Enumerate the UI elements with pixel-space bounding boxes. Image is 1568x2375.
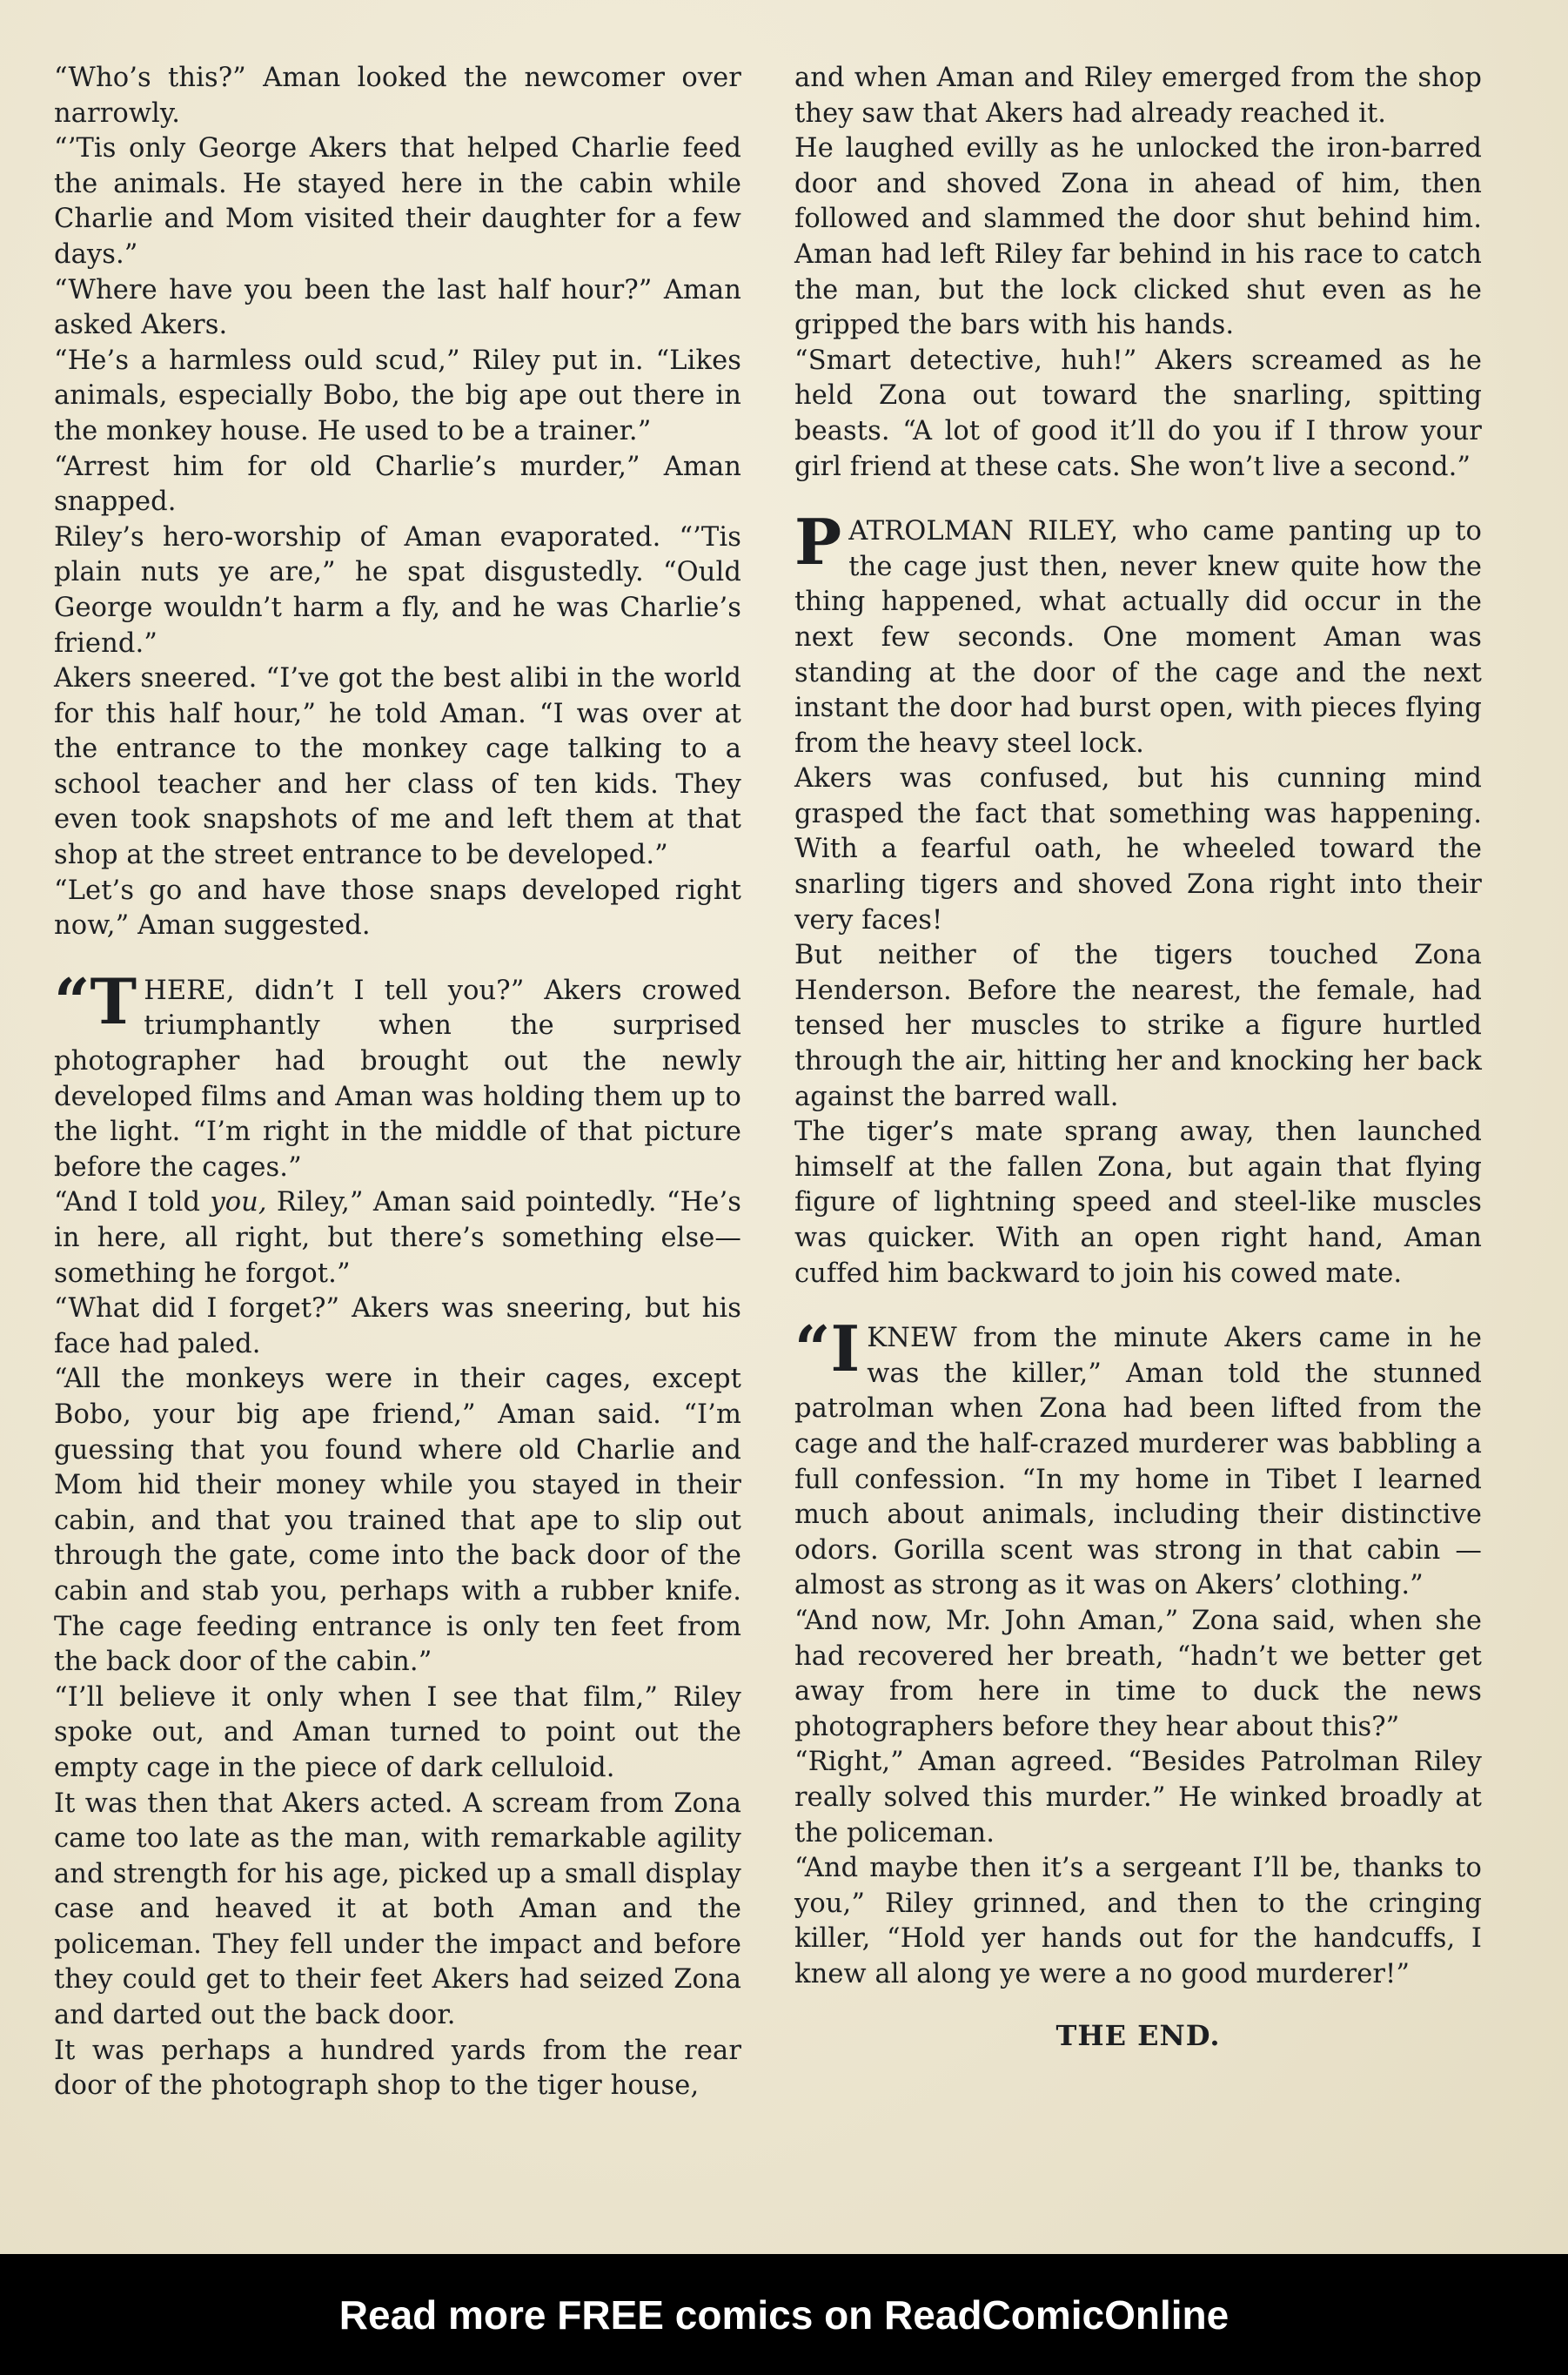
drop-cap: P (794, 505, 842, 580)
paragraph-dropcap (54, 963, 741, 1186)
paragraph: “I’ll believe it only when I see that film,” Riley spoke out, and Aman turned to point out the empty cage in the piece of dark celluloid. (54, 1681, 741, 1783)
paragraph: Akers was confused, but his cunning mind grasped the fact that something was happening. With a fearful oath, he wheeled toward the snarling tigers and shoved Zona right into their very faces! (794, 763, 1482, 936)
paragraph: “Let’s go and have those snaps developed right now,” Aman suggested. (54, 875, 741, 942)
paragraph: “Arrest him for old Charlie’s murder,” Aman snapped. (54, 451, 741, 518)
paragraph-dropcap (794, 1312, 1482, 1604)
paragraph: It was then that Akers acted. A scream from Zona came too late as the man, with remarkable agility and strength for his age, picked up a small display case and heaved it at both Aman and the policeman. They fell under the impact and before they could get to their feet Akers had seized Zona and darted out the back door. (54, 1788, 741, 2031)
the-end-label: THE END. (1055, 2019, 1221, 2053)
footer-banner (0, 2254, 1568, 2375)
paragraph: “Where have you been the last half hour?” Aman asked Akers. (54, 274, 741, 341)
section-break (794, 485, 1482, 514)
paragraph: He laughed evilly as he unlocked the iron-barred door and shoved Zona in ahead of him, then followed and slammed the door shut behind him. Aman had left Riley far behind in his race to catch the man, but the lock clicked shut even as he gripped the bars with his hands. (794, 133, 1482, 341)
paragraph-text: Riley,” Aman said pointedly. “He’s in here, all right, but there’s something else—something he forgot.” (54, 1187, 741, 1289)
paragraph-text: “And I told (54, 1187, 211, 1218)
emphasis: you, (210, 1187, 267, 1218)
paragraph: It was perhaps a hundred yards from the rear door of the photograph shop to the tiger house, (54, 2035, 741, 2102)
section-break (54, 944, 741, 974)
paragraph: “Smart detective, huh!” Akers screamed as he held Zona out toward the snarling, spitting beasts. “A lot of good it’ll do you if I throw your girl friend at these cats. She won’t live a second.” (794, 345, 1482, 482)
paragraph: “What did I forget?” Akers was sneering, but his face had paled. (54, 1293, 741, 1359)
paragraph-dropcap (794, 505, 1482, 761)
paragraph: “And maybe then it’s a sergeant I’ll be, thanks to you,” Riley grinned, and then to the cringing killer, “Hold yer hands out for the handcuffs, I knew all along ye were a no good murderer!” (794, 1853, 1482, 1989)
paragraph: “’Tis only George Akers that helped Charlie feed the animals. He stayed here in the cabin while Charlie and Mom visited their daughter for a few days.” (54, 133, 741, 270)
drop-cap: “T (54, 963, 137, 1038)
read-more-link[interactable]: Read more FREE comics on ReadComicOnline (338, 2291, 1230, 2338)
paragraph: The tiger’s mate sprang away, then launched himself at the fallen Zona, but again that flying figure of lightning speed and steel-like muscles was quicker. With an open right hand, Aman cuffed him backward to join his cowed mate. (794, 1117, 1482, 1289)
drop-cap: “I (794, 1312, 861, 1386)
paragraph: But neither of the tigers touched Zona Henderson. Before the nearest, the female, had tensed her muscles to strike a figure hurtled through the air, hitting her and knocking her back against the barred wall. (794, 940, 1482, 1112)
paragraph: “Who’s this?” Aman looked the newcomer over narrowly. (54, 63, 741, 129)
left-text-column (54, 61, 741, 2104)
paragraph: Riley’s hero-worship of Aman evaporated. “’Tis plain nuts ye are,” he spat disgustedly. “Ould George wouldn’t harm a fly, and he was Charlie’s friend.” (54, 521, 741, 659)
paragraph-text: HERE, didn’t I tell you?” Akers crowed triumphantly when the surprised photographer had brought out the newly developed films and Aman was holding them up to the light. “I’m right in the middle of that picture before the cages.” (54, 975, 741, 1183)
paragraph: “He’s a harmless ould scud,” Riley put in. “Likes animals, especially Bobo, the big ape out there in the monkey house. He used to be a trainer.” (54, 345, 741, 446)
paragraph-text: ATROLMAN RILEY, who came panting up to the cage just then, never knew quite how the thing happened, what actually did occur in the next few seconds. One moment Aman was standing at the door of the cage and the next instant the door had burst open, with pieces flying from the heavy steel lock. (794, 516, 1482, 759)
right-text-column (794, 61, 1482, 2054)
paragraph: and when Aman and Riley emerged from the shop they saw that Akers had already reached it. (794, 63, 1482, 129)
paragraph (54, 1185, 741, 1291)
paragraph-text: KNEW from the minute Akers came in he was the killer,” Aman told the stunned patrolman when Zona had been lifted from the cage and the half-crazed murderer was babbling a full confession. “In my home in Tibet I learned much about animals, including their distinctive odors. Gorilla scent was strong in that cabin — almost as strong as it was on Akers’ clothing.” (794, 1323, 1482, 1601)
section-break (794, 1291, 1482, 1321)
paragraph: “All the monkeys were in their cages, except Bobo, your big ape friend,” Aman said. “I’m guessing that you found where old Charlie and Mom hid their money while you stayed in their cabin, and that you trained that ape to slip out through the gate, come into the back door of the cabin and stab you, perhaps with a rubber knife. The cage feeding entrance is only ten feet from the back door of the cabin.” (54, 1364, 741, 1678)
paragraph: “And now, Mr. John Aman,” Zona said, when she had recovered her breath, “hadn’t we better get away from here in time to duck the news photographers before they hear about this?” (794, 1605, 1482, 1742)
paragraph: “Right,” Aman agreed. “Besides Patrolman Riley really solved this murder.” He winked broadly at the policeman. (794, 1747, 1482, 1848)
paragraph: Akers sneered. “I’ve got the best alibi in the world for this half hour,” he told Aman. “I was over at the entrance to the monkey cage talking to a school teacher and her class of ten kids. They even took snapshots of me and left them at that shop at the street entrance to be developed.” (54, 663, 741, 871)
